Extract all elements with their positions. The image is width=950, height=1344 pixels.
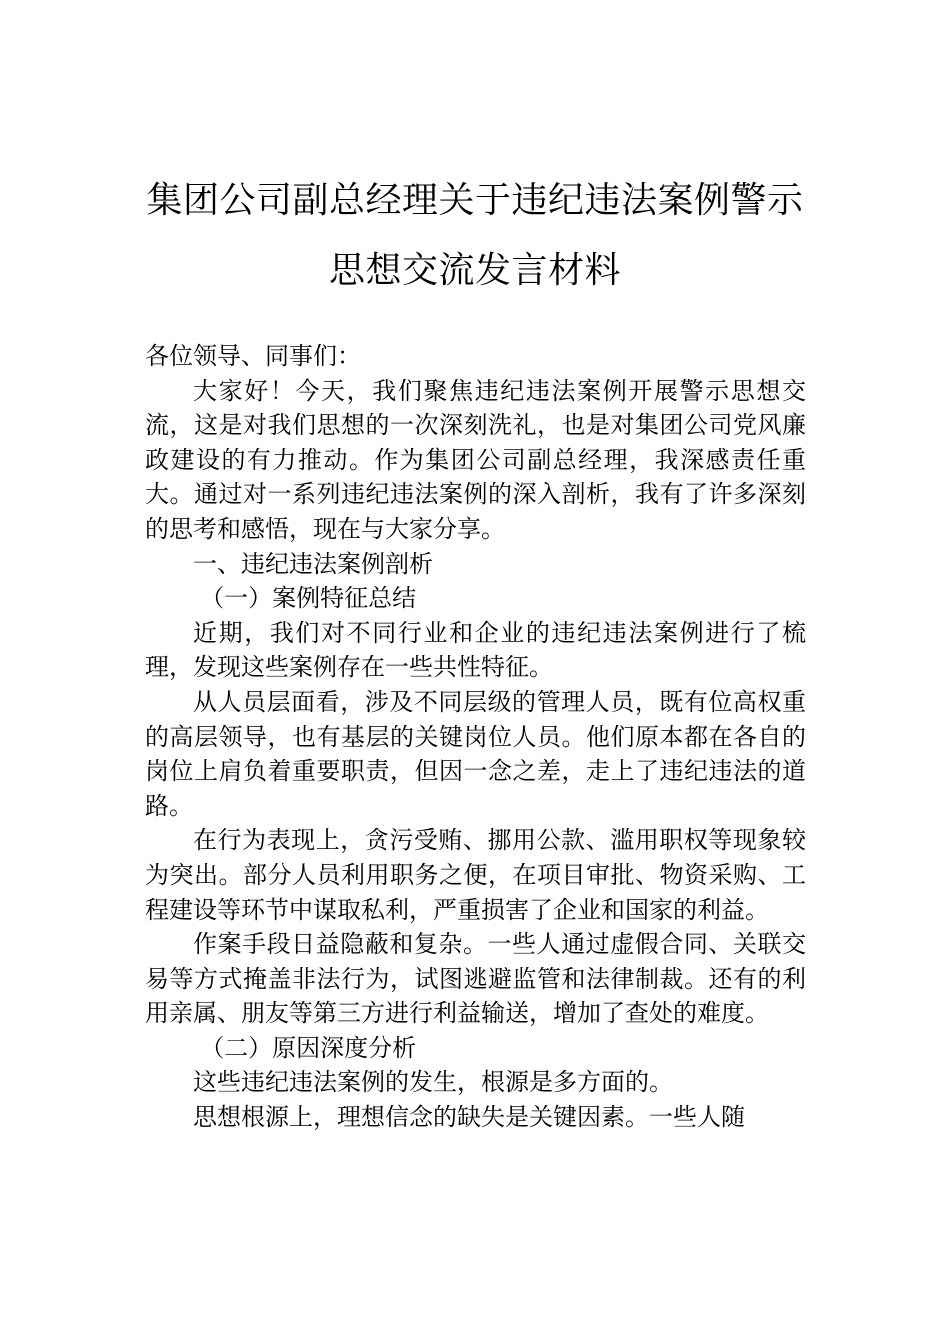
subsection-heading-2: （二）原因深度分析 <box>200 1033 417 1062</box>
paragraph-case-review: 近期，我们对不同行业和企业的违纪违法案例进行了梳理，发现这些案例存在一些共性特征。 <box>145 618 806 682</box>
document-body <box>145 339 806 1135</box>
section-heading-1: 一、违纪违法案例剖析 <box>193 549 433 578</box>
paragraph-opening: 大家好！今天，我们聚焦违纪违法案例开展警示思想交流，这是对我们思想的一次深刻洗礼，也是对集团公司党风廉政建设的有力推动。作为集团公司副总经理，我深感责任重大。通过对一系列违纪违法案例的深入剖析，我有了许多深刻的思考和感悟，现在与大家分享。 <box>145 376 806 543</box>
paragraph-personnel: 从人员层面看，涉及不同层级的管理人员，既有位高权重的高层领导，也有基层的关键岗位人员。他们原本都在各自的岗位上肩负着重要职责，但因一念之差，走上了违纪违法的道路。 <box>145 687 806 820</box>
paragraph-root-causes: 这些违纪违法案例的发生，根源是多方面的。 <box>193 1068 673 1097</box>
paragraph-behavior: 在行为表现上，贪污受贿、挪用公款、滥用职权等现象较为突出。部分人员利用职务之便，在项目审批、物资采购、工程建设等环节中谋取私利，严重损害了企业和国家的利益。 <box>145 826 806 924</box>
salutation: 各位领导、同事们： <box>145 342 361 370</box>
document-title-line-2: 思想交流发言材料 <box>328 250 621 291</box>
document-title-line-1: 集团公司副总经理关于违纪违法案例警示 <box>146 180 804 221</box>
subsection-heading-1: （一）案例特征总结 <box>200 584 417 613</box>
paragraph-methods: 作案手段日益隐蔽和复杂。一些人通过虚假合同、关联交易等方式掩盖非法行为，试图逃避监管和法律制裁。还有的利用亲属、朋友等第三方进行利益输送，增加了查处的难度。 <box>145 930 806 1028</box>
paragraph-ideology: 思想根源上，理想信念的缺失是关键因素。一些人随 <box>193 1103 745 1132</box>
